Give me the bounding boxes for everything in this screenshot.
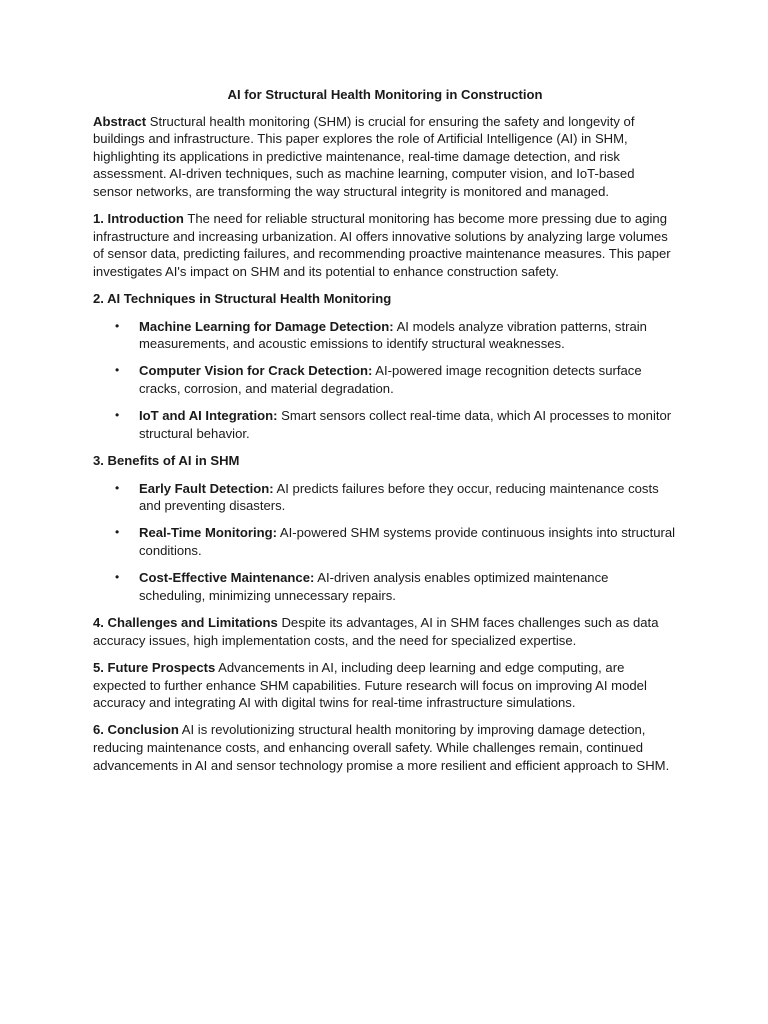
bullet-icon: • — [115, 480, 120, 495]
bullet-icon: • — [115, 525, 120, 540]
bullet-icon: • — [115, 318, 120, 333]
techniques-heading: 2. AI Techniques in Structural Health Monitoring — [93, 291, 392, 307]
challenges-label: 4. Challenges and Limitations — [93, 615, 278, 631]
future-paragraph — [93, 659, 677, 712]
list-item-text: AI-driven analysis enables optimized maintenance scheduling, minimizing unnecessary repairs. — [139, 570, 609, 603]
list-item-text: AI models analyze vibration patterns, strain measurements, and acoustic emissions to identify structural weaknesses. — [139, 318, 647, 352]
document-page — [93, 86, 677, 784]
list-item — [115, 407, 677, 442]
bullet-icon: • — [115, 570, 120, 585]
techniques-list — [93, 318, 677, 443]
list-item-text: AI-powered SHM systems provide continuous insights into structural conditions. — [139, 525, 676, 558]
challenges-text: Despite its advantages, AI in SHM faces challenges such as data accuracy issues, high implementation costs, and the need for specialized expertise. — [93, 615, 659, 648]
list-item — [115, 362, 677, 397]
list-item — [115, 569, 677, 604]
list-item-text: Smart sensors collect real-time data, which AI processes to monitor structural behavior. — [139, 408, 672, 441]
list-item — [115, 480, 677, 515]
document-title: AI for Structural Health Monitoring in Construction — [227, 87, 543, 102]
introduction-label: 1. Introduction — [93, 211, 184, 227]
introduction-paragraph — [93, 210, 677, 280]
list-item-label: Early Fault Detection: — [139, 480, 274, 496]
list-item-text: AI predicts failures before they occur, reducing maintenance costs and preventing disasters. — [139, 480, 659, 514]
list-item-label: Computer Vision for Crack Detection: — [139, 363, 373, 379]
future-text: Advancements in AI, including deep learning and edge computing, are expected to further enhance SHM capabilities. Future research will focus on improving AI model accuracy and integrating AI with digital twins for real-time infrastructure simulations. — [93, 660, 647, 711]
conclusion-text: AI is revolutionizing structural health monitoring by improving damage detection, reducing maintenance costs, and enhancing overall safety. While challenges remain, continued advancements in AI and sensor technology promise a more resilient and efficient approach to SHM. — [93, 722, 670, 773]
list-item-label: Real-Time Monitoring: — [139, 525, 277, 541]
benefits-heading: 3. Benefits of AI in SHM — [93, 453, 240, 469]
list-item — [115, 524, 677, 559]
abstract-paragraph — [93, 113, 677, 201]
benefits-list — [93, 480, 677, 605]
list-item-text: AI-powered image recognition detects surface cracks, corrosion, and material degradation. — [139, 363, 642, 397]
abstract-text: Structural health monitoring (SHM) is crucial for ensuring the safety and longevity of buildings and infrastructure. This paper explores the role of Artificial Intelligence (AI) in SHM, highlighting its applications in predictive maintenance, real-time damage detection, and risk assessment. AI-driven techniques, such as machine learning, computer vision, and IoT-based sensor networks, are transforming the way structural integrity is monitored and managed. — [93, 113, 635, 199]
list-item-label: Cost-Effective Maintenance: — [139, 570, 315, 586]
abstract-label: Abstract — [93, 113, 147, 129]
list-item-label: IoT and AI Integration: — [139, 408, 278, 424]
list-item-label: Machine Learning for Damage Detection: — [139, 318, 394, 334]
bullet-icon: • — [115, 363, 120, 378]
conclusion-label: 6. Conclusion — [93, 722, 179, 738]
challenges-paragraph — [93, 614, 677, 649]
introduction-text: The need for reliable structural monitoring has become more pressing due to aging infrastructure and increasing urbanization. AI offers innovative solutions by analyzing large volumes of sensor data, predicting failures, and recommending proactive maintenance measures. This paper investigates AI's impact on SHM and its potential to enhance construction safety. — [93, 211, 671, 280]
future-label: 5. Future Prospects — [93, 660, 216, 675]
list-item — [115, 318, 677, 353]
bullet-icon: • — [115, 408, 120, 423]
conclusion-paragraph — [93, 721, 677, 774]
